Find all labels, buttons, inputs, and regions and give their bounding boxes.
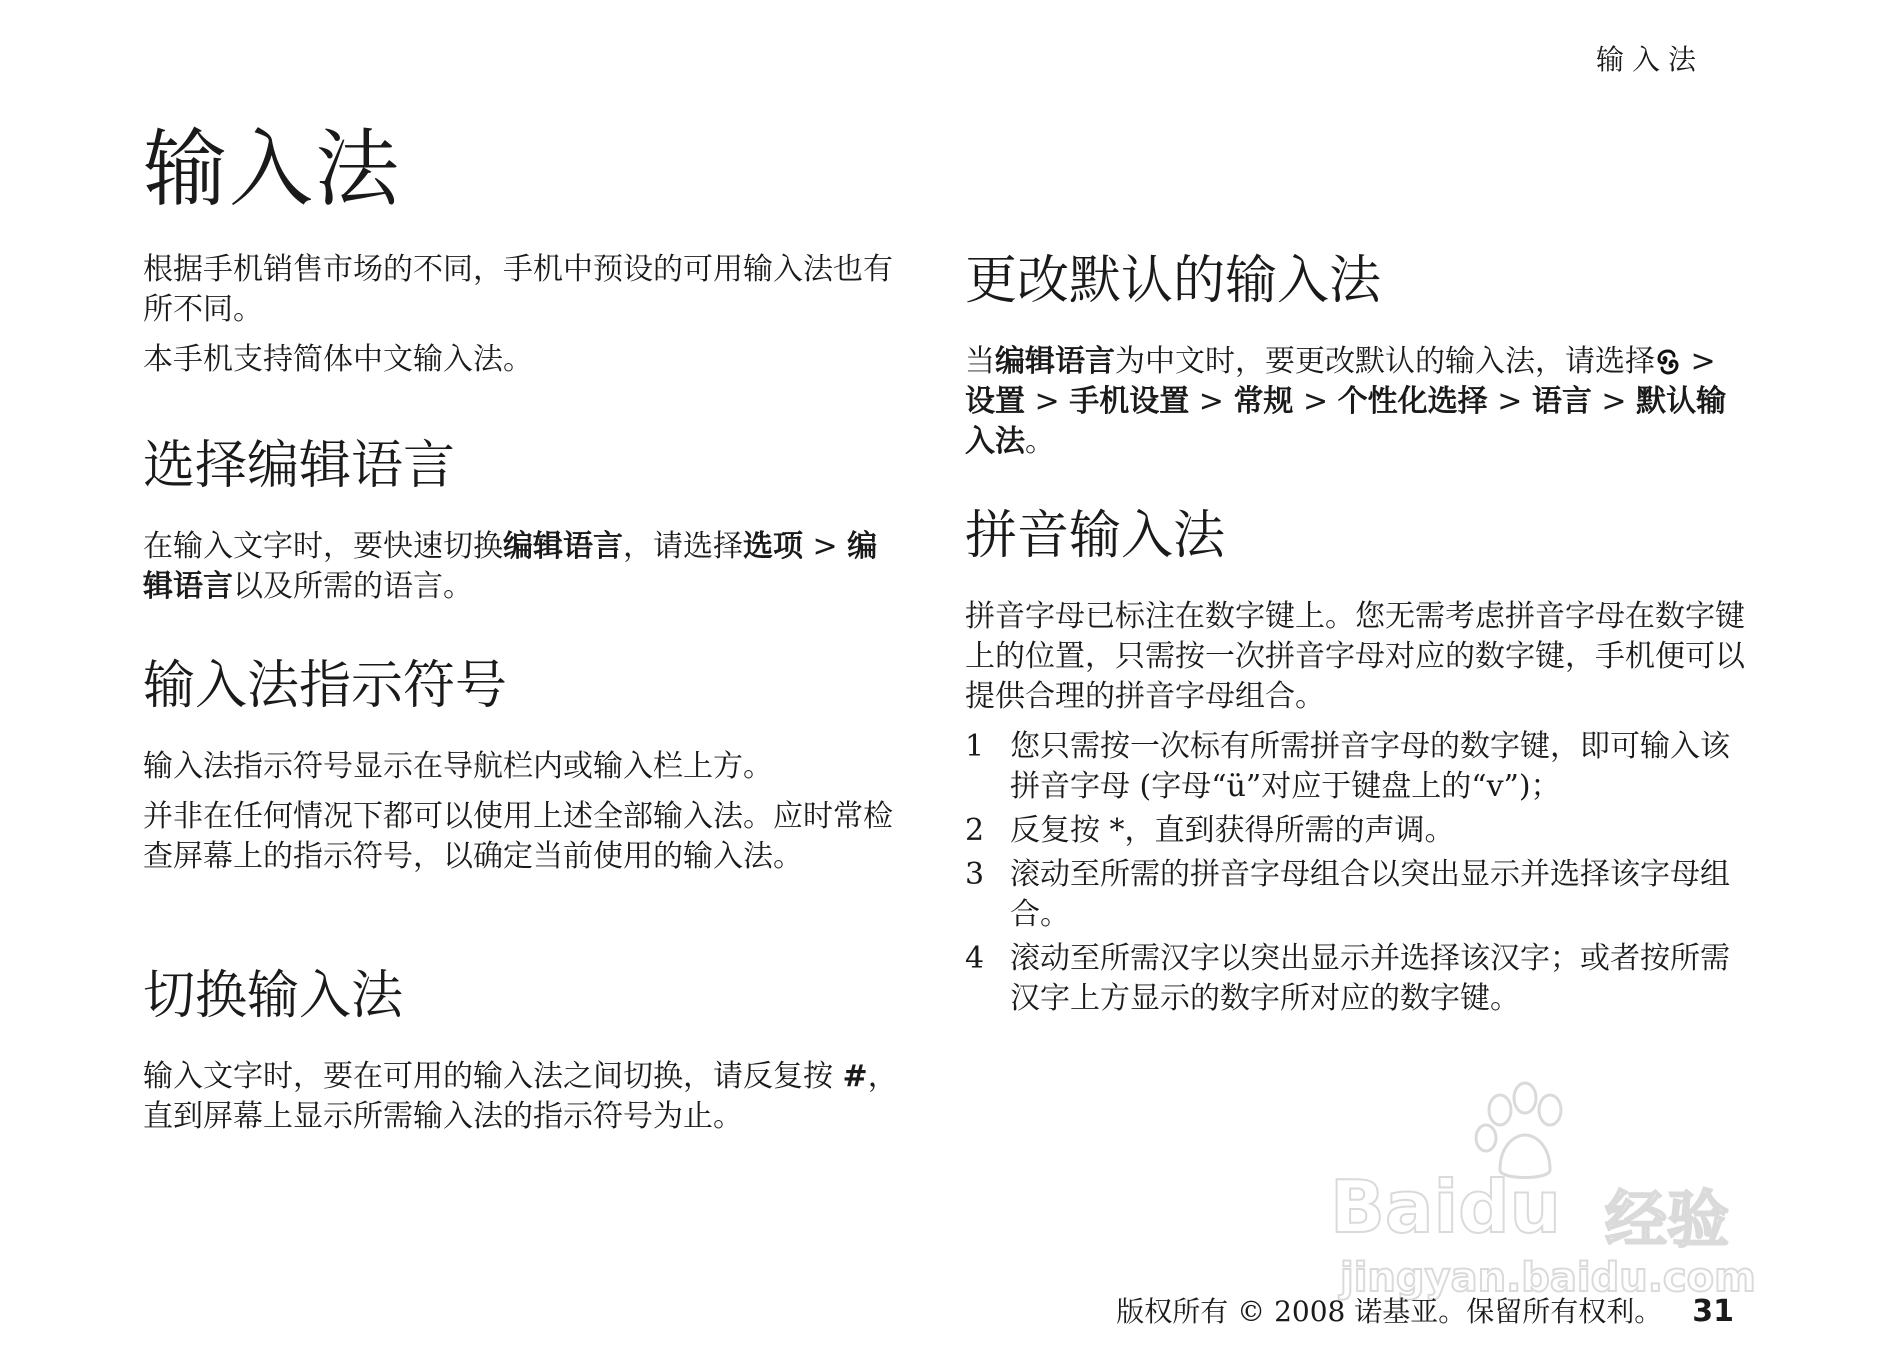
text-run: ，请选择 (623, 529, 743, 565)
ui-term-personalization: 个性化选择 (1337, 384, 1488, 420)
section-title: 选择编辑语言 (143, 436, 456, 496)
section-paragraph (965, 342, 1745, 462)
ui-term-settings: 设置 (965, 384, 1025, 420)
section-paragraph-2: 并非在任何情况下都可以使用上述全部输入法。应时常检查屏幕上的指示符号，以确定当前使用的输入法。 (143, 799, 893, 875)
list-item (965, 727, 1745, 807)
separator: > (1487, 384, 1532, 420)
text-run: 。 (1025, 424, 1055, 460)
intro-paragraph-2: 本手机支持简体中文输入法。 (143, 342, 533, 377)
section-select-edit-language (143, 435, 903, 607)
text-run: ，直到屏幕上显示所需输入法的指示符号为止。 (143, 1059, 898, 1135)
page-footer (1116, 1290, 1734, 1330)
separator: > (1591, 384, 1637, 420)
list-item (965, 855, 1745, 935)
text-run: 为中文时，要更改默认的输入法，请选择 (1115, 344, 1655, 380)
section-paragraph-1: 输入法指示符号显示在导航栏内或输入栏上方。 (143, 749, 773, 785)
separator: > (1189, 384, 1234, 420)
section-paragraph (143, 1057, 903, 1137)
section-pinyin-input (965, 505, 1745, 1023)
ui-term-language: 语言 (1531, 384, 1592, 420)
step-number: 2 (965, 813, 985, 849)
ui-term-edit-language: 编辑语言 (503, 529, 623, 565)
page-number: 31 (1692, 1294, 1734, 1329)
section-switch-input-method (143, 965, 903, 1137)
step-text: 反复按 *，直到获得所需的声调。 (1010, 813, 1455, 849)
step-text: 滚动至所需的拼音字母组合以突出显示并选择该字母组合。 (1010, 857, 1730, 933)
section-input-indicators (143, 655, 903, 877)
watermark-brand: Baidu (1330, 1165, 1561, 1249)
separator: > (803, 529, 848, 565)
watermark-brand-cn: 经验 (1605, 1183, 1730, 1256)
text-run: 以及所需的语言。 (233, 569, 473, 605)
step-number: 3 (965, 857, 985, 893)
ui-term-default-input: 默认输入法 (965, 384, 1727, 460)
menu-key-icon (1657, 349, 1679, 375)
ui-term-edit-language: 编辑语言 (143, 529, 878, 605)
text-run: 在输入文字时，要快速切换 (143, 529, 503, 565)
section-change-default-input (965, 250, 1745, 462)
running-header: 输入法 (1595, 43, 1704, 76)
list-item (965, 939, 1745, 1019)
page-title: 输入法 (143, 120, 402, 218)
section-paragraph: 拼音字母已标注在数字键上。您无需考虑拼音字母在数字键上的位置，只需按一次拼音字母对应的数字键，手机便可以提供合理的拼音字母组合。 (965, 599, 1745, 715)
separator: > (1025, 384, 1070, 420)
ui-term-phone-settings: 手机设置 (1069, 384, 1190, 420)
list-item (965, 811, 1745, 851)
step-number: 4 (965, 941, 985, 977)
step-number: 1 (965, 729, 985, 765)
text-run: 输入文字时，要在可用的输入法之间切换，请反复按 (143, 1059, 843, 1095)
section-title: 输入法指示符号 (143, 656, 508, 716)
steps-list (965, 727, 1745, 1019)
intro-block (143, 250, 903, 380)
section-paragraph (143, 527, 903, 607)
ui-term-edit-language: 编辑语言 (995, 344, 1115, 380)
step-text: 您只需按一次标有所需拼音字母的数字键，即可输入该拼音字母 (字母“ü”对应于键盘上的“v”)； (1010, 729, 1730, 805)
ui-term-general: 常规 (1233, 384, 1294, 420)
section-title: 切换输入法 (143, 966, 404, 1026)
separator: > (1293, 384, 1338, 420)
separator: > (1681, 344, 1716, 380)
baidu-watermark (1330, 1080, 1800, 1300)
copyright-notice: 版权所有 © 2008 诺基亚。保留所有权利。 (1116, 1295, 1663, 1328)
step-text: 滚动至所需汉字以突出显示并选择该汉字；或者按所需汉字上方显示的数字所对应的数字键。 (1010, 941, 1730, 1017)
intro-paragraph-1: 根据手机销售市场的不同，手机中预设的可用输入法也有所不同。 (143, 252, 893, 327)
watermark-url: jingyan.baidu.com (1340, 1255, 1756, 1301)
text-run: 当 (965, 344, 995, 380)
section-title: 更改默认的输入法 (965, 251, 1382, 311)
section-title: 拼音输入法 (965, 506, 1226, 566)
hash-key: # (842, 1059, 868, 1095)
ui-term-options: 选项 (743, 529, 803, 565)
